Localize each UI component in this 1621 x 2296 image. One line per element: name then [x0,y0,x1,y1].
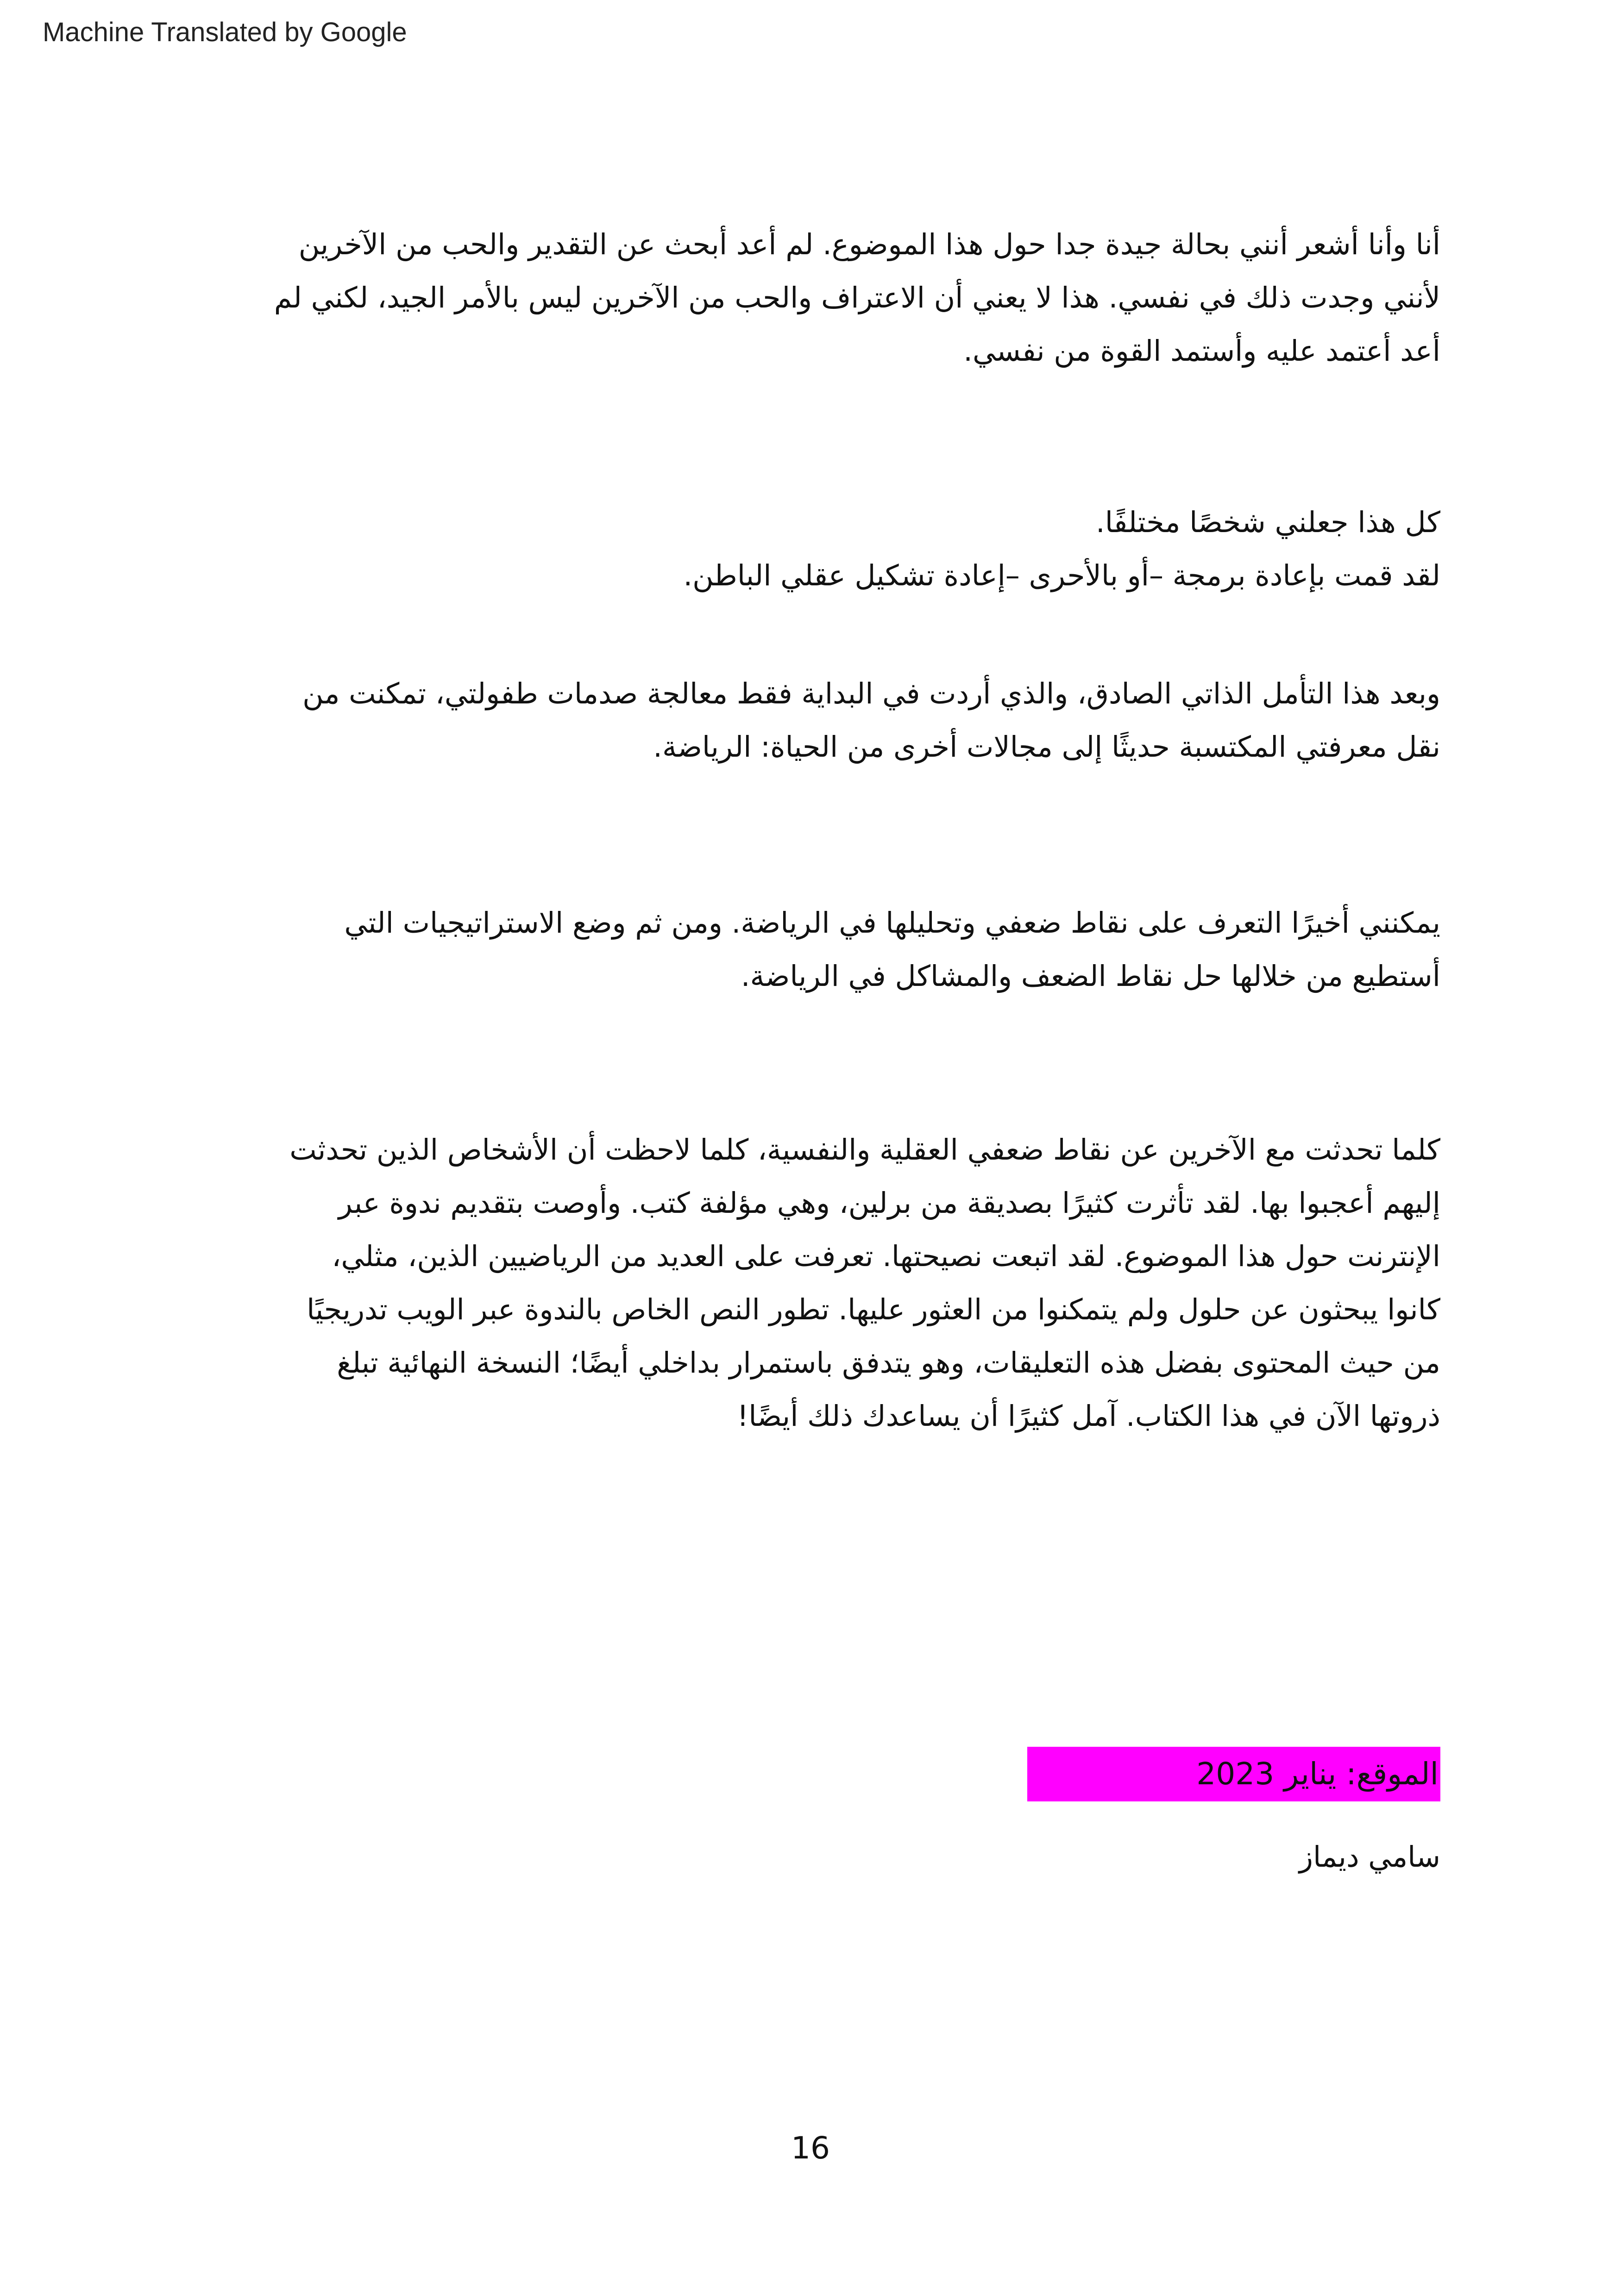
paragraph-line: من حيث المحتوى بفضل هذه التعليقات، وهو يتدفق باستمرار بداخلي أيضًا؛ النسخة النهائية تبلغ [337,1346,1440,1380]
paragraph-line: يمكنني أخيرًا التعرف على نقاط ضعفي وتحليلها في الرياضة. ومن ثم وضع الاستراتيجيات التي [344,906,1440,940]
paragraph-self-reflection [190,667,1440,773]
paragraph-line: نقل معرفتي المكتسبة حديثًا إلى مجالات أخرى من الحياة: الرياضة. [653,730,1440,764]
paragraph-line: كانوا يبحثون عن حلول ولم يتمكنوا من العثور عليها. تطور النص الخاص بالندوة عبر الويب تدريجيًا [307,1292,1440,1326]
paragraph-line: كلما تحدثت مع الآخرين عن نقاط ضعفي العقلية والنفسية، كلما لاحظت أن الأشخاص الذين تحدثت [289,1133,1440,1167]
paragraph-line: الإنترنت حول هذا الموضوع. لقد اتبعت نصيحتها. تعرفت على العديد من الرياضيين الذين، مثلي، [332,1239,1440,1273]
author-name: سامي ديماز [1299,1840,1440,1874]
paragraph-line: أنا وأنا أشعر أنني بحالة جيدة جدا حول هذا الموضوع. لم أعد أبحث عن التقدير والحب من الآخرين [298,227,1440,261]
paragraph-self-appreciation [190,218,1440,377]
paragraph-line: ذروتها الآن في هذا الكتاب. آمل كثيرًا أن يساعدك ذلك أيضًا! [737,1399,1440,1433]
paragraph-line: أعد أعتمد عليه وأستمد القوة من نفسي. [963,334,1440,368]
paragraph-different-person [190,496,1440,602]
page-number: 16 [791,2130,830,2166]
paragraph-line: وبعد هذا التأمل الذاتي الصادق، والذي أردت في البداية فقط معالجة صدمات طفولتي، تمكنت من [302,677,1440,710]
paragraph-line: لقد قمت بإعادة برمجة –أو بالأحرى –إعادة تشكيل عقلي الباطن. [683,558,1440,592]
paragraph-line: كل هذا جعلني شخصًا مختلفًا. [1096,505,1440,539]
machine-translation-note: Machine Translated by Google [43,17,407,47]
location-date-highlight: الموقع: يناير 2023 [1027,1747,1440,1801]
paragraph-line: إليهم أعجبوا بها. لقد تأثرت كثيرًا بصديقة من برلين، وهي مؤلفة كتب. وأوصت بتقديم ندوة عبر [338,1186,1440,1220]
paragraph-webinar [190,1123,1440,1443]
paragraph-sport-weaknesses [190,896,1440,1003]
paragraph-line: أستطيع من خلالها حل نقاط الضعف والمشاكل في الرياضة. [741,959,1440,993]
paragraph-line: لأنني وجدت ذلك في نفسي. هذا لا يعني أن الاعتراف والحب من الآخرين ليس بالأمر الجيد، لكني لم [274,281,1440,314]
